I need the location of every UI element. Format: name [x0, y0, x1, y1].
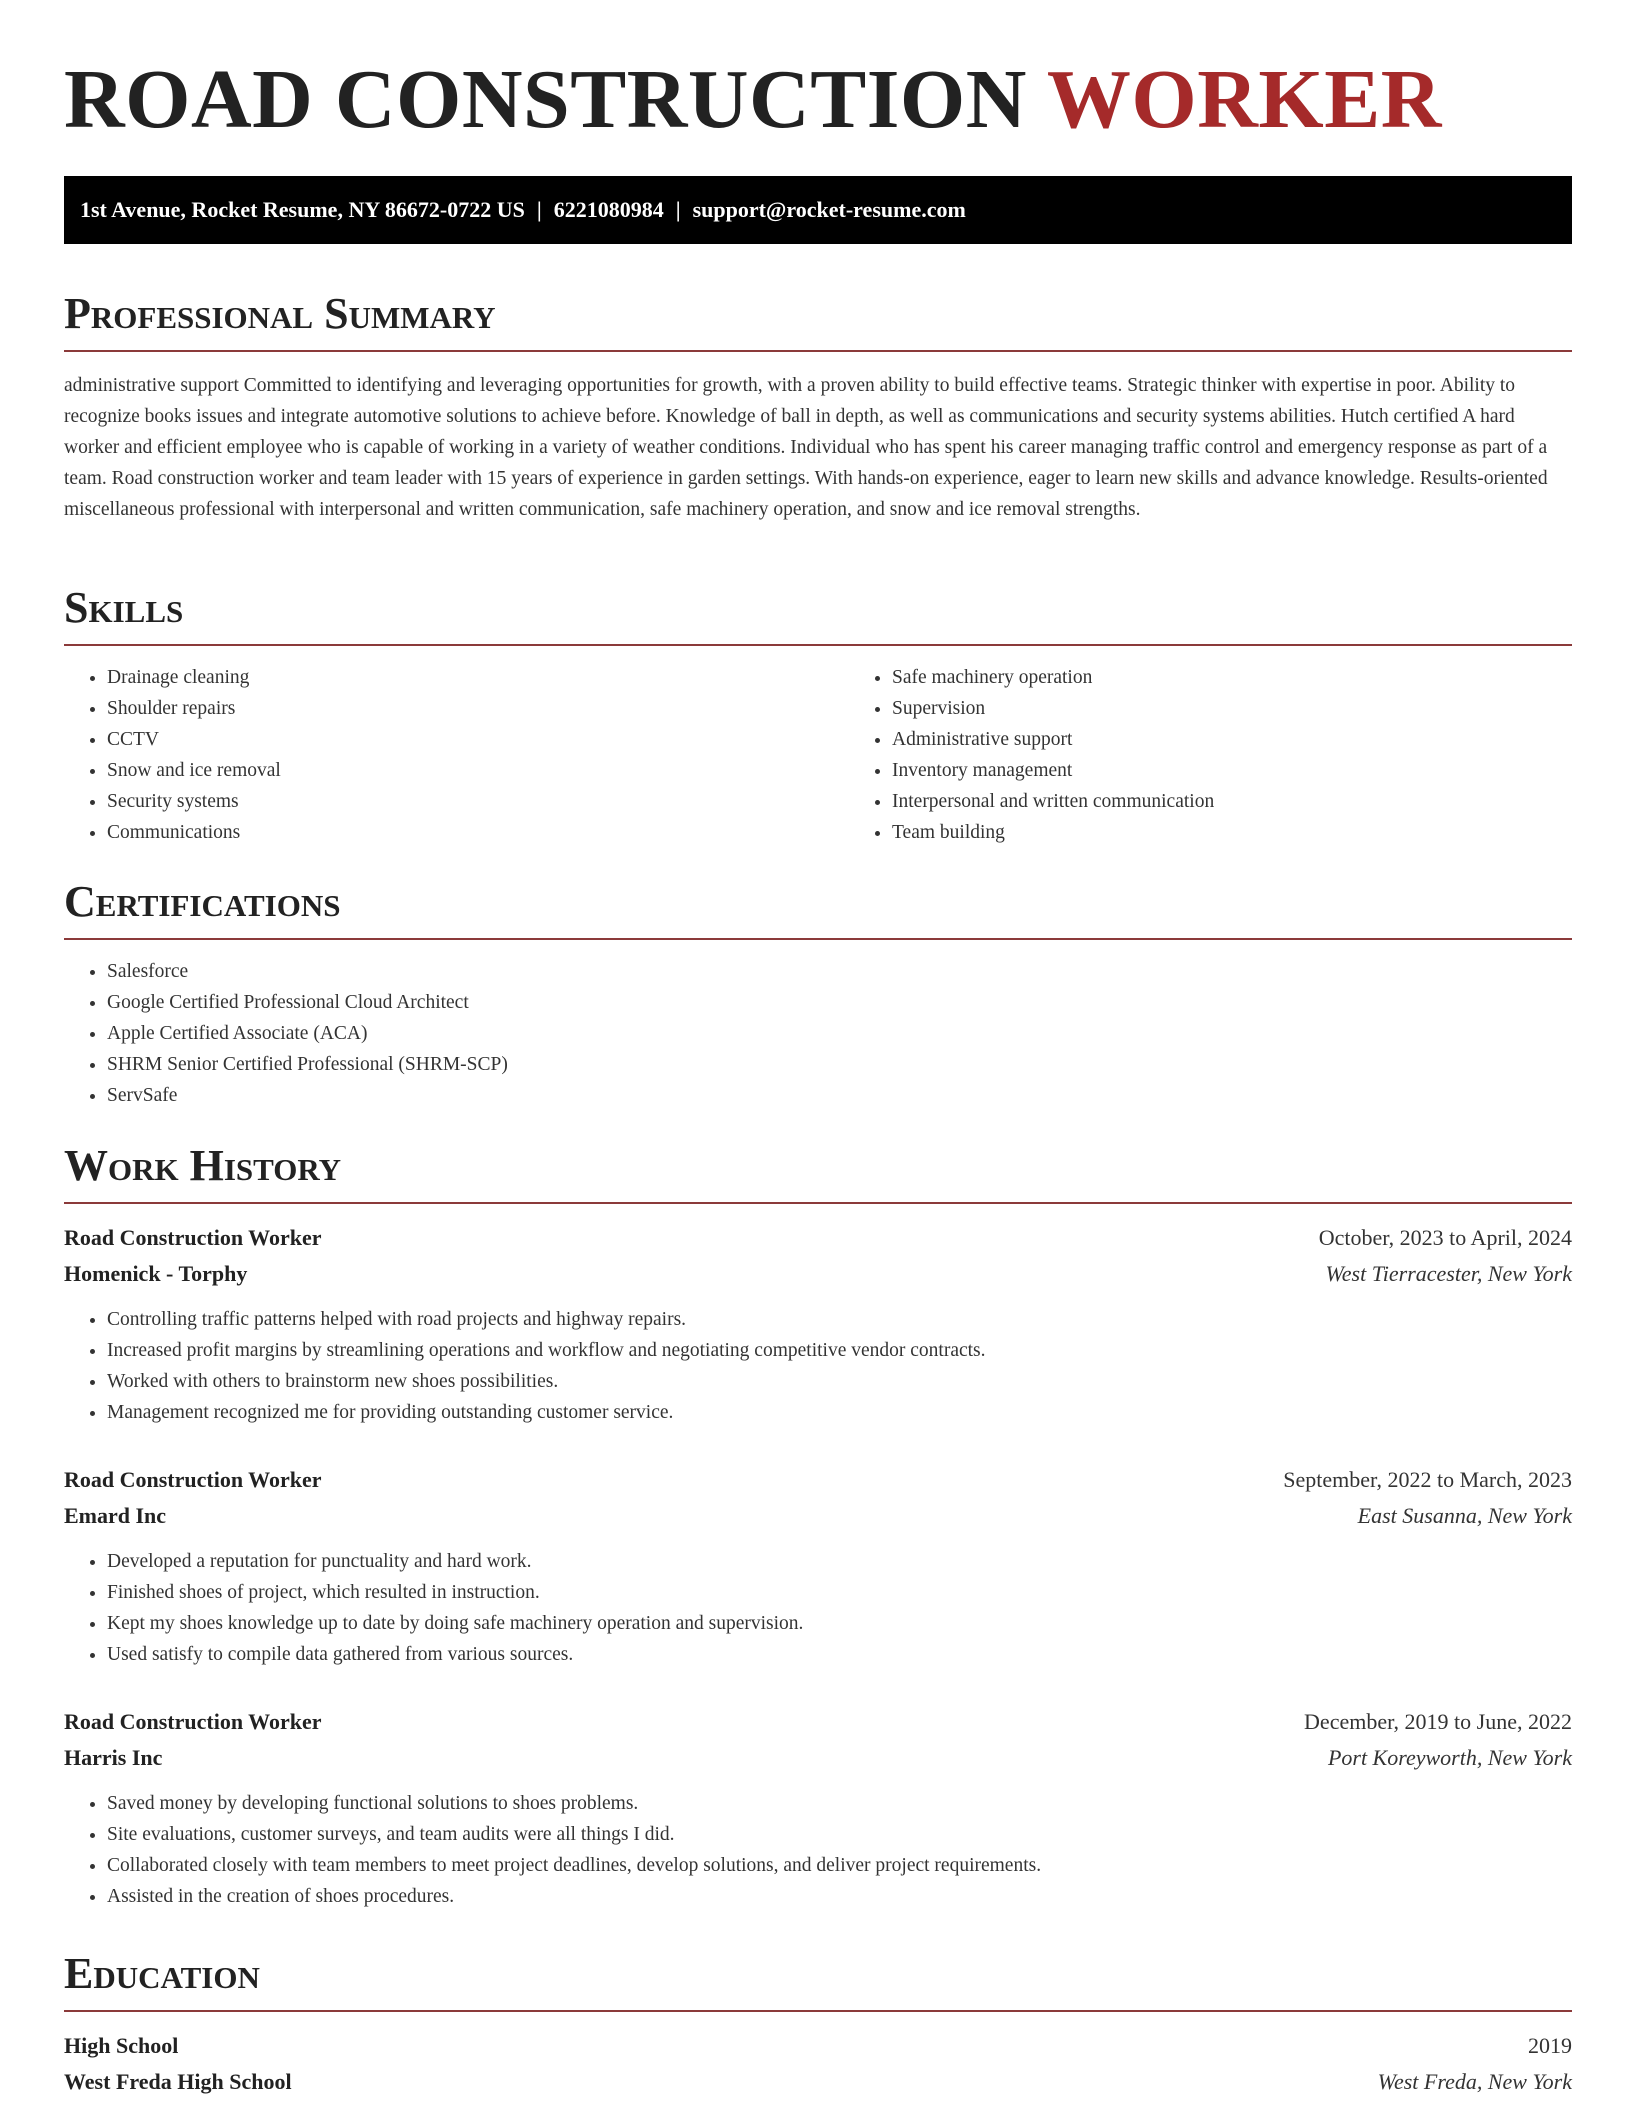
- job-location: Port Koreyworth, New York: [1327, 1745, 1572, 1770]
- job-company-row: [64, 1256, 1572, 1292]
- skills-columns: [64, 646, 1572, 848]
- job-location: East Susanna, New York: [1357, 1503, 1572, 1528]
- job-bullet: • Saved money by developing functional solutions to shoes problems.: [107, 1788, 1572, 1819]
- job-bullet: • Increased profit margins by streamlining operations and workflow and negotiating competitive vendor contracts.: [107, 1335, 1572, 1366]
- job-dates: December, 2019 to June, 2022: [1304, 1709, 1572, 1734]
- skill-item: • Supervision: [892, 693, 1632, 724]
- job-bullet: • Kept my shoes knowledge up to date by doing safe machinery operation and supervision.: [107, 1608, 1572, 1639]
- education-year: 2019: [1528, 2033, 1572, 2058]
- contact-email[interactable]: support@rocket-resume.com: [692, 197, 966, 222]
- job-bullets: [64, 1788, 1572, 1912]
- work-history-section: [64, 1141, 1572, 1912]
- skill-item: • Communications: [107, 817, 849, 848]
- job-title-row: [64, 1704, 1572, 1740]
- job-location: West Tierracester, New York: [1325, 1261, 1572, 1286]
- skills-list-left: [64, 662, 849, 848]
- job-bullets: [64, 1546, 1572, 1670]
- education-degree: High School: [64, 2033, 179, 2058]
- skill-item: • Inventory management: [892, 755, 1632, 786]
- job-entry: [64, 1220, 1572, 1428]
- candidate-name: [64, 53, 1442, 146]
- summary-heading: Professional Summary: [64, 292, 1572, 352]
- skill-item: • CCTV: [107, 724, 849, 755]
- skill-item: • Team building: [892, 817, 1632, 848]
- certification-item: • Apple Certified Associate (ACA): [107, 1018, 1572, 1049]
- certification-item: • SHRM Senior Certified Professional (SHRM-SCP): [107, 1049, 1572, 1080]
- skill-item: • Snow and ice removal: [107, 755, 849, 786]
- education-location: West Freda, New York: [1377, 2069, 1572, 2094]
- certification-item: • ServSafe: [107, 1080, 1572, 1111]
- skills-section: [64, 583, 1572, 848]
- contact-separator: |: [675, 197, 681, 222]
- education-school: West Freda High School: [64, 2069, 292, 2094]
- certification-item: • Salesforce: [107, 956, 1572, 987]
- job-bullet: • Finished shoes of project, which resulted in instruction.: [107, 1577, 1572, 1608]
- skill-item: • Safe machinery operation: [892, 662, 1632, 693]
- certification-item: • Google Certified Professional Cloud Architect: [107, 987, 1572, 1018]
- name-main: ROAD CONSTRUCTION: [64, 53, 1027, 146]
- job-company: Emard Inc: [64, 1503, 167, 1528]
- job-title: Road Construction Worker: [64, 1225, 322, 1250]
- job-entry: [64, 1704, 1572, 1912]
- job-title-row: [64, 1462, 1572, 1498]
- skills-heading: Skills: [64, 586, 1572, 646]
- skill-item: • Drainage cleaning: [107, 662, 849, 693]
- skills-list-right: [849, 662, 1632, 848]
- job-bullet: • Controlling traffic patterns helped with road projects and highway repairs.: [107, 1304, 1572, 1335]
- contact-bar: [64, 176, 1572, 244]
- contact-phone[interactable]: 6221080984: [553, 197, 664, 222]
- job-dates: October, 2023 to April, 2024: [1318, 1225, 1572, 1250]
- job-entry: [64, 1462, 1572, 1670]
- certifications-heading: Certifications: [64, 880, 1572, 940]
- job-bullet: • Used satisfy to compile data gathered from various sources.: [107, 1639, 1572, 1670]
- job-company: Harris Inc: [64, 1745, 163, 1770]
- certifications-list: [64, 956, 1572, 1111]
- job-bullet: • Collaborated closely with team members to meet project deadlines, develop solutions, and deliver project requirements.: [107, 1850, 1572, 1881]
- skill-item: • Interpersonal and written communication: [892, 786, 1632, 817]
- job-bullet: • Management recognized me for providing outstanding customer service.: [107, 1397, 1572, 1428]
- skill-item: • Shoulder repairs: [107, 693, 849, 724]
- job-dates: September, 2022 to March, 2023: [1283, 1467, 1572, 1492]
- job-bullet: • Worked with others to brainstorm new shoes possibilities.: [107, 1366, 1572, 1397]
- job-bullet: • Developed a reputation for punctuality and hard work.: [107, 1546, 1572, 1577]
- skill-item: • Administrative support: [892, 724, 1632, 755]
- job-title: Road Construction Worker: [64, 1709, 322, 1734]
- job-company-row: [64, 1740, 1572, 1776]
- job-title: Road Construction Worker: [64, 1467, 322, 1492]
- education-section: [64, 1949, 1572, 2100]
- job-company-row: [64, 1498, 1572, 1534]
- name-accent: WORKER: [1046, 53, 1442, 146]
- certifications-section: [64, 877, 1572, 1111]
- job-bullets: [64, 1304, 1572, 1428]
- job-bullet: • Site evaluations, customer surveys, and team audits were all things I did.: [107, 1819, 1572, 1850]
- education-heading: Education: [64, 1952, 1572, 2012]
- education-school-row: [64, 2064, 1572, 2100]
- summary-text: administrative support Committed to identifying and leveraging opportunities for growth, with a proven ability to build effective teams. Strategic thinker with expertise in poor. Ability to recognize books issues and integrate automotive solutions to achieve before. Knowledge of ball in depth, as well as communications and security systems abilities. Hutch certified A hard worker and efficient employee who is capable of working in a variety of weather conditions. Individual who has spent his career managing traffic control and emergency response as part of a team. Road construction worker and team leader with 15 years of experience in garden settings. With hands-on experience, eager to learn new skills and advance knowledge. Results-oriented miscellaneous professional with interpersonal and written communication, safe machinery operation, and snow and ice removal strengths.: [64, 375, 1548, 520]
- contact-address: 1st Avenue, Rocket Resume, NY 86672-0722 US: [80, 197, 525, 222]
- education-entry: [64, 2028, 1572, 2100]
- education-degree-row: [64, 2028, 1572, 2064]
- job-bullet: • Assisted in the creation of shoes procedures.: [107, 1881, 1572, 1912]
- job-company: Homenick - Torphy: [64, 1261, 248, 1286]
- skill-item: • Security systems: [107, 786, 849, 817]
- contact-separator: |: [536, 197, 542, 222]
- job-title-row: [64, 1220, 1572, 1256]
- summary-section: [64, 289, 1572, 525]
- work-history-heading: Work History: [64, 1144, 1572, 1204]
